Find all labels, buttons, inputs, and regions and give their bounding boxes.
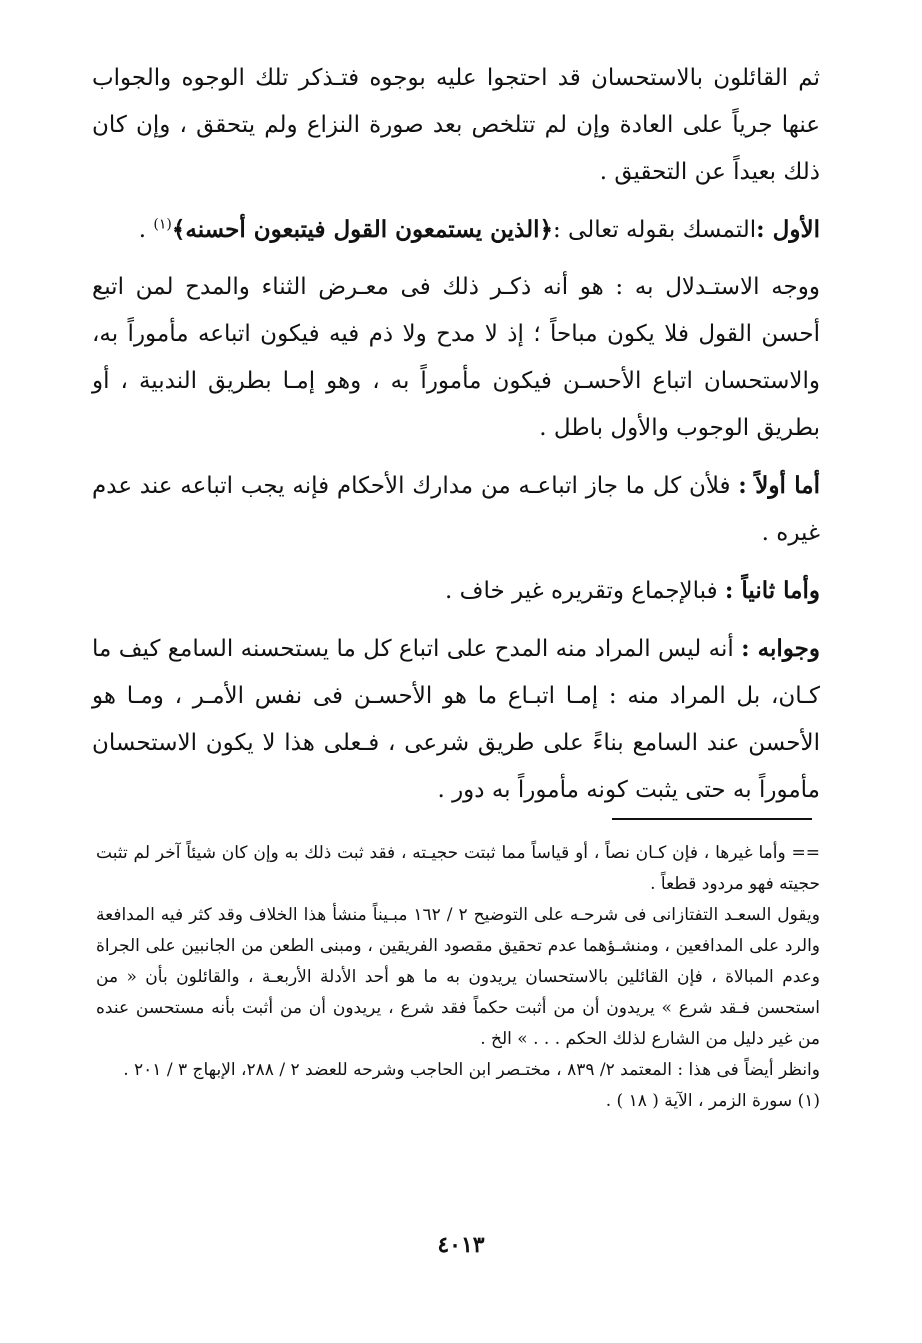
footnote-see-also: وانظر أيضاً فى هذا : المعتمد ٢/ ٨٣٩ ، مختـصر ابن الحاجب وشرحه للعضد ٢ / ٢٨٨، الإبهاج ٣ / ٢٠١ . xyxy=(123,1060,820,1080)
paragraph-intro: ثم القائلون بالاستحسان قد احتجوا عليه بوجوه فتـذكر تلك الوجوه والجواب عنها جرياً على العادة وإن لم تتلخص بعد صورة النزاع ولم يتحقق ، وإن كان ذلك بعيداً عن التحقيق . xyxy=(92,65,820,185)
secondly-label: وأما ثانياً : xyxy=(724,577,820,604)
paragraph-answer xyxy=(92,625,820,814)
spacer xyxy=(92,254,820,264)
spacer xyxy=(92,557,820,567)
main-text xyxy=(92,55,820,814)
footnote-taftazani: ويقول السعـد التفتازانى فى شرحـه على التوضيح ٢ / ١٦٢ مبـيناً منشأ هذا الخلاف وقد كثر فيه المدافعة والرد على المدافعين ، ومنشـؤهما عدم تحقيق مقصود الفريقين ، ومبنى الطعن من الجانبين على الجراة وعدم المبالاة ، فإن القائلين بالاستحسان يريدون به ما هو أحد الأدلة الأربعـة ، والقائلون بأن « من استحسن فـقد شرع » يريدون أن من أثبت حكماً فقد شرع ، يريدون أن من أثبت بأنه مستحسن عنده من غير دليل من الشارع لذلك الحكم . . . » الخ . xyxy=(96,905,820,1049)
first-lead-text: التمسك بقوله تعالى : xyxy=(553,217,757,243)
paragraph-secondly xyxy=(92,567,820,615)
page-number: ٤٠١٣ xyxy=(437,1232,485,1258)
footnote-continuation: == وأما غيرها ، فإن كـان نصاً ، أو قياساً مما ثبتت حجيـته ، فقد ثبت ذلك به وإن كان شيئاً آخر لم تثبت حجيته فهو مردود قطعاً . xyxy=(96,843,820,894)
quran-verse: ﴿الذين يستمعون القول فيتبعون أحسنه﴾ xyxy=(171,216,553,243)
first-end: . xyxy=(138,217,154,243)
answer-label: وجوابه : xyxy=(741,635,820,662)
paragraph-inference: ووجه الاستـدلال به : هو أنه ذكـر ذلك فى معـرض الثناء والمدح لمن اتبع أحسن القول فلا يكون مباحاً ؛ إذ لا مدح ولا ذم فيه فيكون اتباعه مأموراً به، والاستحسان اتباع الأحسـن فيكون مأموراً به ، وهو إمـا بطريق الندبية ، أو بطريق الوجوب والأول باطل . xyxy=(92,274,820,441)
footnote-1: (١) سورة الزمر ، الآية ( ١٨ ) . xyxy=(605,1091,820,1111)
secondly-text: فبالإجماع وتقريره غير خاف . xyxy=(445,578,725,604)
footnotes xyxy=(96,838,820,1117)
firstly-label: أما أولاً : xyxy=(738,472,820,499)
paragraph-first-argument xyxy=(92,206,820,254)
footnote-separator xyxy=(612,818,812,820)
first-label: الأول : xyxy=(756,216,820,243)
spacer xyxy=(92,615,820,625)
spacer xyxy=(92,196,820,206)
answer-text: أنه ليس المراد منه المدح على اتباع كل ما يستحسنه السامع كيف ما كـان، بل المراد منه : إمـا اتبـاع ما هو الأحسـن فى نفس الأمـر ، ومـا هو الأحسن عند السامع بناءً على طريق شرعى ، فـعلى هذا لا يكون الاستحسان مأموراً به حتى يثبت كونه مأموراً به دور . xyxy=(92,636,820,803)
footnote-ref: (١) xyxy=(153,216,172,233)
paragraph-firstly xyxy=(92,462,820,557)
firstly-text: فلأن كل ما جاز اتباعـه من مدارك الأحكام فإنه يجب اتباعه عند عدم غيره . xyxy=(92,473,820,546)
spacer xyxy=(92,452,820,462)
